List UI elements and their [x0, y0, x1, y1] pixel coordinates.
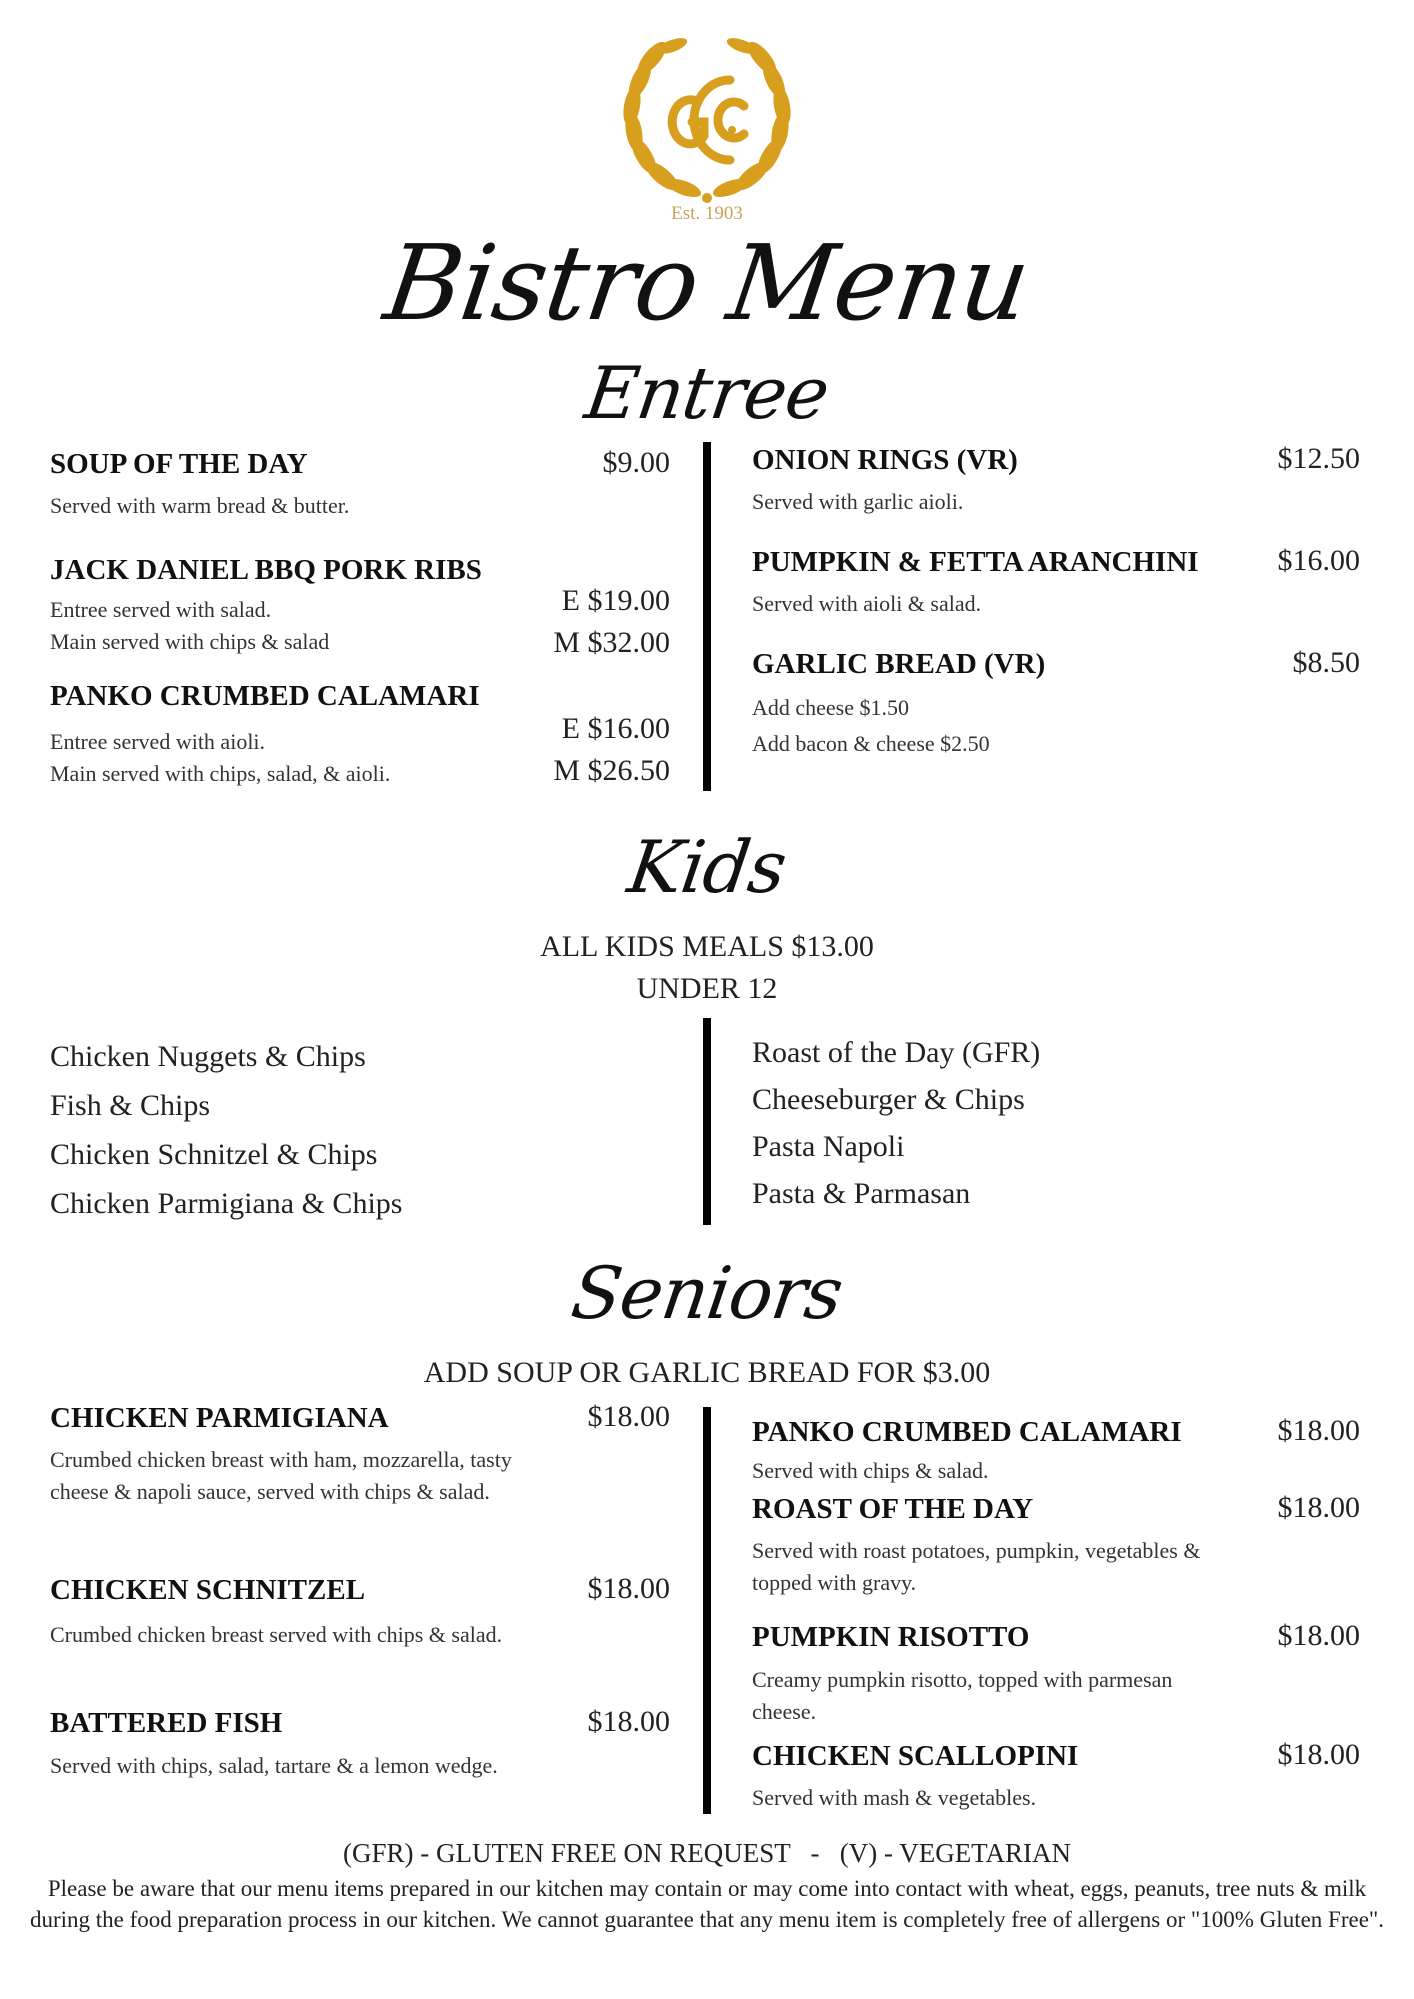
kids-item: Chicken Parmigiana & Chips — [50, 1187, 403, 1220]
kids-item: Pasta Napoli — [752, 1130, 905, 1163]
entree-item-desc: Served with aioli & salad. — [752, 591, 982, 616]
seniors-item-desc: cheese. — [752, 1699, 817, 1724]
kids-age-note: UNDER 12 — [636, 972, 778, 1005]
entree-item-price: E $16.00 — [561, 712, 670, 745]
seniors-item-desc: topped with gravy. — [752, 1570, 917, 1595]
seniors-item-desc: Crumbed chicken breast served with chips & salad. — [50, 1622, 503, 1647]
entree-item-price: E $19.00 — [561, 584, 670, 617]
seniors-item-desc: cheese & napoli sauce, served with chips & salad. — [50, 1479, 490, 1504]
seniors-heading: Seniors — [566, 1251, 848, 1335]
seniors-divider — [703, 1407, 711, 1814]
entree-item-name: PUMPKIN & FETTA ARANCHINI — [752, 546, 1199, 578]
established-year: Est. 1903 — [671, 203, 743, 224]
entree-item-price: M $26.50 — [553, 754, 670, 787]
entree-item-price: $9.00 — [602, 446, 670, 479]
laurel-wreath-monogram-icon — [612, 18, 802, 208]
seniors-item-name: BATTERED FISH — [50, 1707, 283, 1739]
seniors-item-price: $18.00 — [587, 1705, 670, 1738]
club-logo — [612, 18, 802, 228]
entree-item-desc: Main served with chips & salad — [50, 629, 330, 654]
entree-item-desc: Served with warm bread & butter. — [50, 493, 350, 518]
menu-title: Bistro Menu — [377, 222, 1037, 344]
seniors-item-desc: Served with chips, salad, tartare & a lemon wedge. — [50, 1753, 498, 1778]
kids-price-note: ALL KIDS MEALS $13.00 — [540, 930, 874, 963]
entree-item-desc: Main served with chips, salad, & aioli. — [50, 761, 391, 786]
entree-item-desc: Entree served with aioli. — [50, 729, 266, 754]
seniors-item-desc: Served with mash & vegetables. — [752, 1785, 1037, 1810]
seniors-item-price: $18.00 — [1277, 1738, 1360, 1771]
entree-divider — [703, 442, 711, 791]
seniors-item-price: $18.00 — [1277, 1491, 1360, 1524]
seniors-item-price: $18.00 — [587, 1572, 670, 1605]
entree-item-desc: Served with garlic aioli. — [752, 489, 964, 514]
seniors-item-desc: Served with chips & salad. — [752, 1458, 989, 1483]
entree-item-desc: Entree served with salad. — [50, 597, 272, 622]
entree-heading: Entree — [580, 351, 834, 435]
entree-item-price: $12.50 — [1277, 442, 1360, 475]
seniors-item-desc: Creamy pumpkin risotto, topped with parmesan — [752, 1667, 1173, 1692]
kids-heading: Kids — [623, 825, 791, 909]
entree-item-desc: Add bacon & cheese $2.50 — [752, 731, 990, 756]
entree-item-price: $16.00 — [1277, 544, 1360, 577]
seniors-item-name: PANKO CRUMBED CALAMARI — [752, 1416, 1182, 1448]
kids-item: Roast of the Day (GFR) — [752, 1036, 1041, 1069]
allergen-disclaimer: Please be aware that our menu items prepared in our kitchen may contain or may come into contact with wheat, eggs, peanuts, tree nuts & milk during the food preparation process in our kitchen. We cannot guarantee that any menu item is completely free of allergens or "100% Gluten Free". — [29, 1876, 1385, 1932]
kids-item: Pasta & Parmasan — [752, 1177, 971, 1210]
entree-item-price: M $32.00 — [553, 626, 670, 659]
seniors-item-name: CHICKEN SCHNITZEL — [50, 1574, 366, 1606]
kids-item: Cheeseburger & Chips — [752, 1083, 1025, 1116]
entree-item-name: JACK DANIEL BBQ PORK RIBS — [50, 554, 482, 586]
entree-item-name: SOUP OF THE DAY — [50, 448, 308, 480]
seniors-item-name: CHICKEN PARMIGIANA — [50, 1402, 389, 1434]
entree-item-name: ONION RINGS (VR) — [752, 444, 1018, 476]
dietary-legend: (GFR) - GLUTEN FREE ON REQUEST - (V) - VEGETARIAN — [342, 1838, 1072, 1868]
seniors-item-name: CHICKEN SCALLOPINI — [752, 1740, 1079, 1772]
entree-item-price: $8.50 — [1292, 646, 1360, 679]
entree-item-desc: Add cheese $1.50 — [752, 695, 910, 720]
seniors-item-desc: Crumbed chicken breast with ham, mozzarella, tasty — [50, 1447, 512, 1472]
seniors-item-name: PUMPKIN RISOTTO — [752, 1621, 1030, 1653]
seniors-item-name: ROAST OF THE DAY — [752, 1493, 1034, 1525]
seniors-item-desc: Served with roast potatoes, pumpkin, vegetables & — [752, 1538, 1201, 1563]
seniors-addon-note: ADD SOUP OR GARLIC BREAD FOR $3.00 — [423, 1356, 991, 1389]
seniors-item-price: $18.00 — [1277, 1414, 1360, 1447]
kids-item: Fish & Chips — [50, 1089, 211, 1122]
entree-item-name: GARLIC BREAD (VR) — [752, 648, 1046, 680]
entree-item-name: PANKO CRUMBED CALAMARI — [50, 680, 480, 712]
kids-divider — [703, 1018, 711, 1225]
seniors-item-price: $18.00 — [1277, 1619, 1360, 1652]
seniors-item-price: $18.00 — [587, 1400, 670, 1433]
kids-item: Chicken Schnitzel & Chips — [50, 1138, 378, 1171]
kids-item: Chicken Nuggets & Chips — [50, 1040, 366, 1073]
